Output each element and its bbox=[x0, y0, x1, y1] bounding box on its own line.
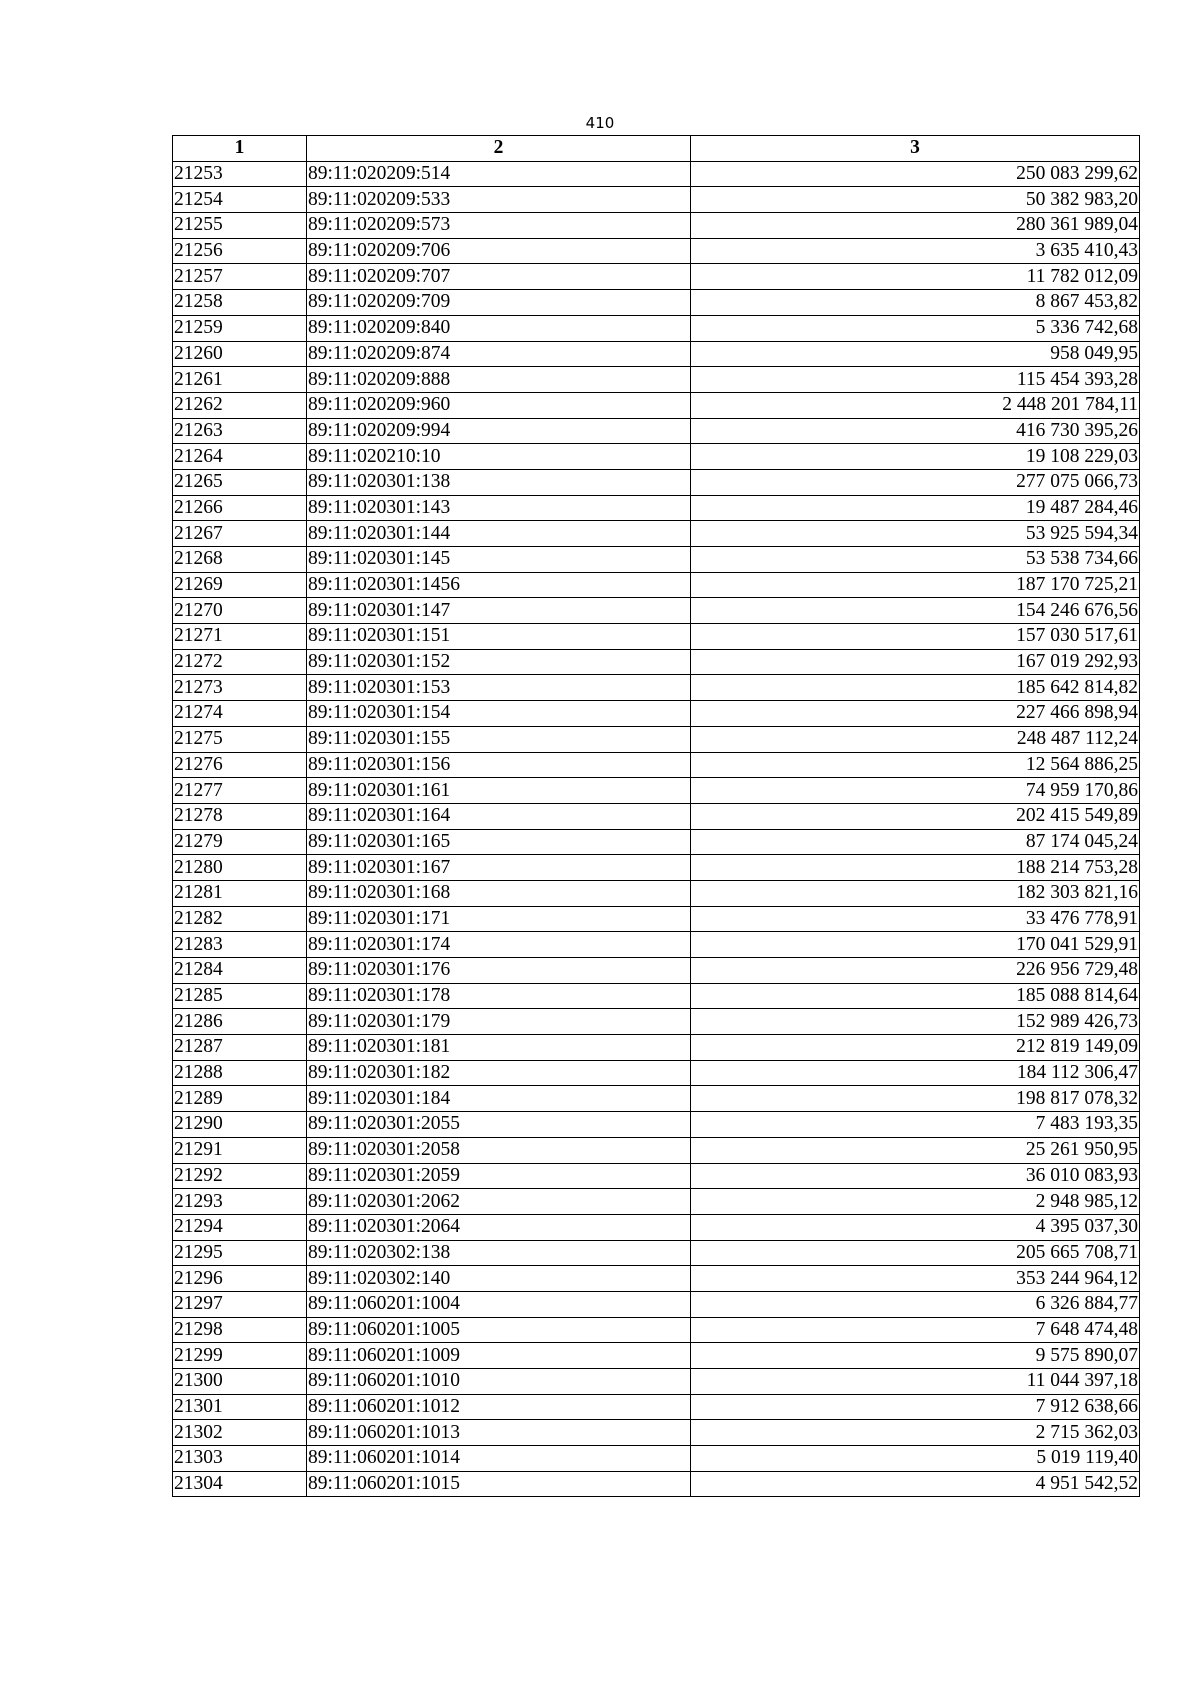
row-number-cell: 21258 bbox=[173, 290, 307, 316]
value-cell: 182 303 821,16 bbox=[691, 880, 1140, 906]
cadastral-number-cell: 89:11:020209:514 bbox=[307, 161, 691, 187]
cadastral-number-cell: 89:11:060201:1012 bbox=[307, 1394, 691, 1420]
table-row bbox=[173, 572, 1140, 598]
value-cell: 202 415 549,89 bbox=[691, 803, 1140, 829]
row-number-cell: 21287 bbox=[173, 1035, 307, 1061]
row-number-cell: 21265 bbox=[173, 469, 307, 495]
table-header bbox=[173, 136, 1140, 162]
table-row bbox=[173, 1086, 1140, 1112]
cadastral-number-cell: 89:11:020301:178 bbox=[307, 983, 691, 1009]
row-number-cell: 21303 bbox=[173, 1446, 307, 1472]
value-cell: 4 395 037,30 bbox=[691, 1214, 1140, 1240]
row-number-cell: 21273 bbox=[173, 675, 307, 701]
cadastral-number-cell: 89:11:020301:161 bbox=[307, 778, 691, 804]
cadastral-number-cell: 89:11:020301:138 bbox=[307, 469, 691, 495]
table-row bbox=[173, 649, 1140, 675]
table-row bbox=[173, 778, 1140, 804]
table-row bbox=[173, 444, 1140, 470]
row-number-cell: 21294 bbox=[173, 1214, 307, 1240]
page-number: 410 bbox=[585, 114, 615, 132]
value-cell: 277 075 066,73 bbox=[691, 469, 1140, 495]
cadastral-number-cell: 89:11:020301:153 bbox=[307, 675, 691, 701]
cadastral-number-cell: 89:11:020301:181 bbox=[307, 1035, 691, 1061]
table-row bbox=[173, 1214, 1140, 1240]
cadastral-number-cell: 89:11:020209:888 bbox=[307, 367, 691, 393]
data-table bbox=[172, 135, 1140, 1497]
row-number-cell: 21278 bbox=[173, 803, 307, 829]
cadastral-number-cell: 89:11:020301:184 bbox=[307, 1086, 691, 1112]
table-row bbox=[173, 1266, 1140, 1292]
cadastral-number-cell: 89:11:020301:2058 bbox=[307, 1137, 691, 1163]
table-row bbox=[173, 1137, 1140, 1163]
cadastral-number-cell: 89:11:020209:706 bbox=[307, 238, 691, 264]
row-number-cell: 21255 bbox=[173, 213, 307, 239]
table-row bbox=[173, 1394, 1140, 1420]
column-header-2: 2 bbox=[307, 136, 691, 162]
table-row bbox=[173, 752, 1140, 778]
row-number-cell: 21292 bbox=[173, 1163, 307, 1189]
cadastral-number-cell: 89:11:020210:10 bbox=[307, 444, 691, 470]
cadastral-number-cell: 89:11:020209:994 bbox=[307, 418, 691, 444]
column-header-3: 3 bbox=[691, 136, 1140, 162]
value-cell: 7 483 193,35 bbox=[691, 1112, 1140, 1138]
table-row bbox=[173, 161, 1140, 187]
cadastral-number-cell: 89:11:060201:1015 bbox=[307, 1471, 691, 1497]
table-row bbox=[173, 880, 1140, 906]
value-cell: 4 951 542,52 bbox=[691, 1471, 1140, 1497]
table-row bbox=[173, 1060, 1140, 1086]
row-number-cell: 21262 bbox=[173, 392, 307, 418]
table-row bbox=[173, 1112, 1140, 1138]
value-cell: 250 083 299,62 bbox=[691, 161, 1140, 187]
table-row bbox=[173, 341, 1140, 367]
value-cell: 205 665 708,71 bbox=[691, 1240, 1140, 1266]
row-number-cell: 21261 bbox=[173, 367, 307, 393]
table-row bbox=[173, 1291, 1140, 1317]
row-number-cell: 21259 bbox=[173, 315, 307, 341]
row-number-cell: 21284 bbox=[173, 958, 307, 984]
value-cell: 11 044 397,18 bbox=[691, 1369, 1140, 1395]
cadastral-number-cell: 89:11:020301:143 bbox=[307, 495, 691, 521]
value-cell: 12 564 886,25 bbox=[691, 752, 1140, 778]
row-number-cell: 21267 bbox=[173, 521, 307, 547]
table-row bbox=[173, 1317, 1140, 1343]
value-cell: 25 261 950,95 bbox=[691, 1137, 1140, 1163]
value-cell: 170 041 529,91 bbox=[691, 932, 1140, 958]
cadastral-number-cell: 89:11:020301:144 bbox=[307, 521, 691, 547]
cadastral-number-cell: 89:11:020301:167 bbox=[307, 855, 691, 881]
value-cell: 280 361 989,04 bbox=[691, 213, 1140, 239]
row-number-cell: 21277 bbox=[173, 778, 307, 804]
row-number-cell: 21264 bbox=[173, 444, 307, 470]
row-number-cell: 21301 bbox=[173, 1394, 307, 1420]
table-row bbox=[173, 932, 1140, 958]
table-row bbox=[173, 1343, 1140, 1369]
row-number-cell: 21297 bbox=[173, 1291, 307, 1317]
value-cell: 6 326 884,77 bbox=[691, 1291, 1140, 1317]
row-number-cell: 21281 bbox=[173, 880, 307, 906]
cadastral-number-cell: 89:11:020301:152 bbox=[307, 649, 691, 675]
row-number-cell: 21296 bbox=[173, 1266, 307, 1292]
value-cell: 115 454 393,28 bbox=[691, 367, 1140, 393]
cadastral-number-cell: 89:11:060201:1013 bbox=[307, 1420, 691, 1446]
row-number-cell: 21304 bbox=[173, 1471, 307, 1497]
cadastral-number-cell: 89:11:020209:573 bbox=[307, 213, 691, 239]
value-cell: 19 108 229,03 bbox=[691, 444, 1140, 470]
row-number-cell: 21282 bbox=[173, 906, 307, 932]
row-number-cell: 21285 bbox=[173, 983, 307, 1009]
table-row bbox=[173, 1471, 1140, 1497]
cadastral-number-cell: 89:11:020301:2062 bbox=[307, 1189, 691, 1215]
cadastral-number-cell: 89:11:020302:140 bbox=[307, 1266, 691, 1292]
table-row bbox=[173, 1009, 1140, 1035]
cadastral-number-cell: 89:11:060201:1010 bbox=[307, 1369, 691, 1395]
row-number-cell: 21271 bbox=[173, 624, 307, 650]
cadastral-number-cell: 89:11:020301:179 bbox=[307, 1009, 691, 1035]
table-row bbox=[173, 983, 1140, 1009]
value-cell: 11 782 012,09 bbox=[691, 264, 1140, 290]
cadastral-number-cell: 89:11:020301:1456 bbox=[307, 572, 691, 598]
cadastral-number-cell: 89:11:020301:174 bbox=[307, 932, 691, 958]
cadastral-number-cell: 89:11:020301:168 bbox=[307, 880, 691, 906]
cadastral-number-cell: 89:11:020301:182 bbox=[307, 1060, 691, 1086]
value-cell: 53 925 594,34 bbox=[691, 521, 1140, 547]
value-cell: 74 959 170,86 bbox=[691, 778, 1140, 804]
table-row bbox=[173, 803, 1140, 829]
value-cell: 416 730 395,26 bbox=[691, 418, 1140, 444]
value-cell: 2 715 362,03 bbox=[691, 1420, 1140, 1446]
cadastral-number-cell: 89:11:020301:145 bbox=[307, 547, 691, 573]
cadastral-number-cell: 89:11:020209:709 bbox=[307, 290, 691, 316]
cadastral-number-cell: 89:11:020301:151 bbox=[307, 624, 691, 650]
table-row bbox=[173, 521, 1140, 547]
value-cell: 152 989 426,73 bbox=[691, 1009, 1140, 1035]
value-cell: 2 448 201 784,11 bbox=[691, 392, 1140, 418]
table-row bbox=[173, 1163, 1140, 1189]
cadastral-number-cell: 89:11:020209:840 bbox=[307, 315, 691, 341]
value-cell: 7 648 474,48 bbox=[691, 1317, 1140, 1343]
value-cell: 188 214 753,28 bbox=[691, 855, 1140, 881]
cadastral-number-cell: 89:11:060201:1009 bbox=[307, 1343, 691, 1369]
cadastral-number-cell: 89:11:020301:164 bbox=[307, 803, 691, 829]
table-row bbox=[173, 675, 1140, 701]
table-row bbox=[173, 290, 1140, 316]
table-row bbox=[173, 726, 1140, 752]
value-cell: 3 635 410,43 bbox=[691, 238, 1140, 264]
cadastral-number-cell: 89:11:020301:165 bbox=[307, 829, 691, 855]
cadastral-number-cell: 89:11:020301:176 bbox=[307, 958, 691, 984]
row-number-cell: 21254 bbox=[173, 187, 307, 213]
row-number-cell: 21283 bbox=[173, 932, 307, 958]
row-number-cell: 21266 bbox=[173, 495, 307, 521]
row-number-cell: 21276 bbox=[173, 752, 307, 778]
row-number-cell: 21302 bbox=[173, 1420, 307, 1446]
row-number-cell: 21300 bbox=[173, 1369, 307, 1395]
value-cell: 184 112 306,47 bbox=[691, 1060, 1140, 1086]
table-row bbox=[173, 598, 1140, 624]
value-cell: 7 912 638,66 bbox=[691, 1394, 1140, 1420]
table-row bbox=[173, 958, 1140, 984]
table-body bbox=[173, 161, 1140, 1497]
row-number-cell: 21290 bbox=[173, 1112, 307, 1138]
row-number-cell: 21275 bbox=[173, 726, 307, 752]
cadastral-number-cell: 89:11:020301:2055 bbox=[307, 1112, 691, 1138]
table-row bbox=[173, 213, 1140, 239]
row-number-cell: 21274 bbox=[173, 701, 307, 727]
row-number-cell: 21299 bbox=[173, 1343, 307, 1369]
row-number-cell: 21257 bbox=[173, 264, 307, 290]
row-number-cell: 21293 bbox=[173, 1189, 307, 1215]
table-row bbox=[173, 547, 1140, 573]
value-cell: 5 019 119,40 bbox=[691, 1446, 1140, 1472]
value-cell: 212 819 149,09 bbox=[691, 1035, 1140, 1061]
cadastral-number-cell: 89:11:060201:1014 bbox=[307, 1446, 691, 1472]
row-number-cell: 21279 bbox=[173, 829, 307, 855]
row-number-cell: 21289 bbox=[173, 1086, 307, 1112]
value-cell: 198 817 078,32 bbox=[691, 1086, 1140, 1112]
value-cell: 9 575 890,07 bbox=[691, 1343, 1140, 1369]
value-cell: 8 867 453,82 bbox=[691, 290, 1140, 316]
cadastral-number-cell: 89:11:020301:2059 bbox=[307, 1163, 691, 1189]
value-cell: 185 088 814,64 bbox=[691, 983, 1140, 1009]
value-cell: 19 487 284,46 bbox=[691, 495, 1140, 521]
table-row bbox=[173, 1035, 1140, 1061]
cadastral-number-cell: 89:11:020301:156 bbox=[307, 752, 691, 778]
cadastral-number-cell: 89:11:020302:138 bbox=[307, 1240, 691, 1266]
cadastral-number-cell: 89:11:020209:960 bbox=[307, 392, 691, 418]
cadastral-number-cell: 89:11:020301:154 bbox=[307, 701, 691, 727]
row-number-cell: 21280 bbox=[173, 855, 307, 881]
cadastral-number-cell: 89:11:020301:2064 bbox=[307, 1214, 691, 1240]
table-row bbox=[173, 315, 1140, 341]
value-cell: 2 948 985,12 bbox=[691, 1189, 1140, 1215]
value-cell: 185 642 814,82 bbox=[691, 675, 1140, 701]
table-row bbox=[173, 1240, 1140, 1266]
table-row bbox=[173, 624, 1140, 650]
value-cell: 353 244 964,12 bbox=[691, 1266, 1140, 1292]
value-cell: 187 170 725,21 bbox=[691, 572, 1140, 598]
table-row bbox=[173, 855, 1140, 881]
row-number-cell: 21295 bbox=[173, 1240, 307, 1266]
row-number-cell: 21270 bbox=[173, 598, 307, 624]
row-number-cell: 21291 bbox=[173, 1137, 307, 1163]
cadastral-number-cell: 89:11:060201:1004 bbox=[307, 1291, 691, 1317]
cadastral-number-cell: 89:11:020209:707 bbox=[307, 264, 691, 290]
cadastral-number-cell: 89:11:020209:533 bbox=[307, 187, 691, 213]
table-row bbox=[173, 829, 1140, 855]
table-row bbox=[173, 264, 1140, 290]
value-cell: 5 336 742,68 bbox=[691, 315, 1140, 341]
cadastral-number-cell: 89:11:020301:147 bbox=[307, 598, 691, 624]
table-row bbox=[173, 418, 1140, 444]
table-row bbox=[173, 1446, 1140, 1472]
row-number-cell: 21260 bbox=[173, 341, 307, 367]
column-header-1: 1 bbox=[173, 136, 307, 162]
table-row bbox=[173, 187, 1140, 213]
value-cell: 248 487 112,24 bbox=[691, 726, 1140, 752]
row-number-cell: 21286 bbox=[173, 1009, 307, 1035]
value-cell: 227 466 898,94 bbox=[691, 701, 1140, 727]
value-cell: 50 382 983,20 bbox=[691, 187, 1140, 213]
value-cell: 53 538 734,66 bbox=[691, 547, 1140, 573]
table-row bbox=[173, 1420, 1140, 1446]
header-row bbox=[173, 136, 1140, 162]
row-number-cell: 21269 bbox=[173, 572, 307, 598]
cadastral-number-cell: 89:11:020209:874 bbox=[307, 341, 691, 367]
cadastral-number-cell: 89:11:020301:155 bbox=[307, 726, 691, 752]
table-row bbox=[173, 701, 1140, 727]
row-number-cell: 21256 bbox=[173, 238, 307, 264]
table-row bbox=[173, 367, 1140, 393]
table-row bbox=[173, 1369, 1140, 1395]
value-cell: 157 030 517,61 bbox=[691, 624, 1140, 650]
value-cell: 154 246 676,56 bbox=[691, 598, 1140, 624]
row-number-cell: 21298 bbox=[173, 1317, 307, 1343]
table-row bbox=[173, 392, 1140, 418]
row-number-cell: 21272 bbox=[173, 649, 307, 675]
cadastral-number-cell: 89:11:020301:171 bbox=[307, 906, 691, 932]
value-cell: 958 049,95 bbox=[691, 341, 1140, 367]
table-row bbox=[173, 906, 1140, 932]
table-row bbox=[173, 469, 1140, 495]
cadastral-number-cell: 89:11:060201:1005 bbox=[307, 1317, 691, 1343]
value-cell: 36 010 083,93 bbox=[691, 1163, 1140, 1189]
row-number-cell: 21263 bbox=[173, 418, 307, 444]
row-number-cell: 21268 bbox=[173, 547, 307, 573]
value-cell: 87 174 045,24 bbox=[691, 829, 1140, 855]
value-cell: 226 956 729,48 bbox=[691, 958, 1140, 984]
row-number-cell: 21253 bbox=[173, 161, 307, 187]
value-cell: 167 019 292,93 bbox=[691, 649, 1140, 675]
table-row bbox=[173, 495, 1140, 521]
table-row bbox=[173, 238, 1140, 264]
table-row bbox=[173, 1189, 1140, 1215]
row-number-cell: 21288 bbox=[173, 1060, 307, 1086]
value-cell: 33 476 778,91 bbox=[691, 906, 1140, 932]
